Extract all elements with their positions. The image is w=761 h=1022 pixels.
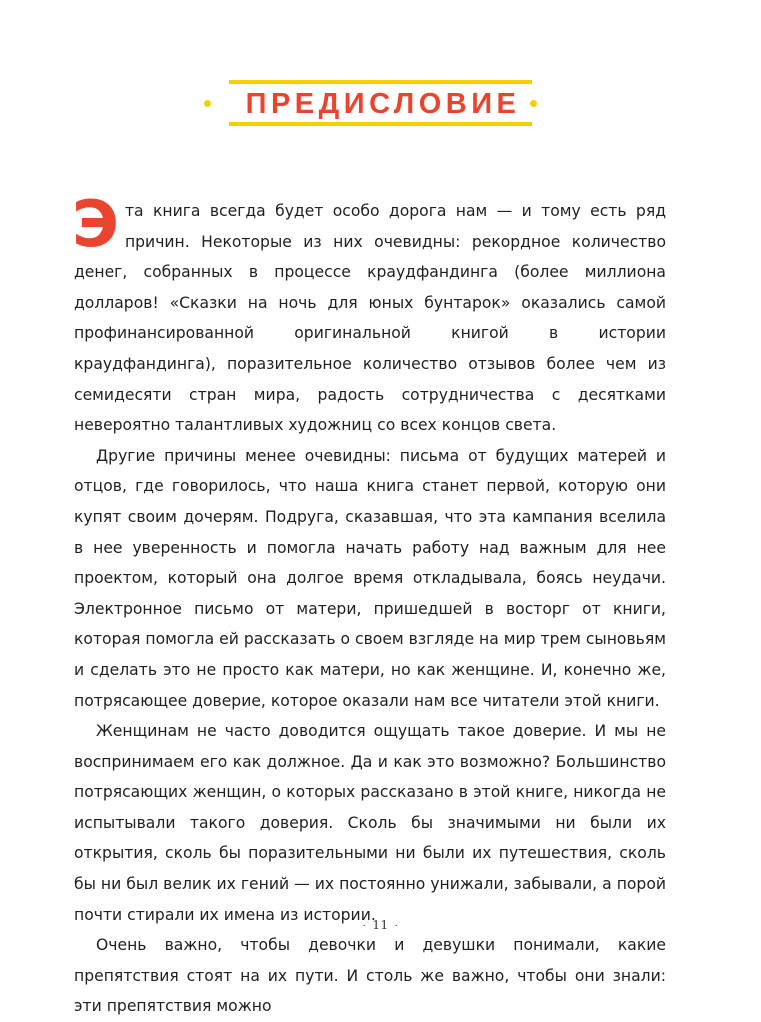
drop-cap: Э xyxy=(72,188,119,262)
paragraph-4: Очень важно, чтобы девочки и девушки понимали, какие препятствия стоят на их пути. И столь же важно, чтобы они знали: эти препятствия можно xyxy=(74,936,666,1016)
page-number: 11 xyxy=(372,918,389,932)
heading-rule-top xyxy=(229,80,532,84)
chapter-heading xyxy=(196,80,566,128)
body-text xyxy=(72,188,666,1022)
paragraph-1-text: та книга всегда будет особо дорога нам — и тому есть ряд причин. Некоторые из них очевидны: рекордное количество денег, собранных в процессе краудфандинга (более миллиона долларов! «Сказки на ночь для юных бунтарок» оказались самой профинансированной оригинальной книгой в истории краудфандинга), поразительное количество отзывов более чем из семидесяти стран мира, радость сотрудничества с десятками невероятно талантливых художниц со всех концов света. xyxy=(74,202,666,435)
page-number-footer xyxy=(0,918,761,932)
heading-rule-bottom xyxy=(229,122,532,126)
paragraph-2: Другие причины менее очевидны: письма от будущих матерей и отцов, где говорилось, что наша книга станет первой, которую они купят своим дочерям. Подруга, сказавшая, что эта кампания вселила в нее уверенность и помогла начать работу над важным для нее проектом, который она долгое время откладывала, боясь неудачи. Электронное письмо от матери, пришедшей в восторг от книги, которая помогла ей рассказать о своем взгляде на мир трем сыновьям и сделать это не просто как матери, но как женщине. И, конечно же, потрясающее доверие, которое оказали нам все читатели этой книги. xyxy=(74,446,666,710)
paragraph-3: Женщинам не часто доводится ощущать такое доверие. И мы не воспринимаем его как должное. Да и как это возможно? Большинство потрясающих женщин, о которых рассказано в этой книге, никогда не испытывали такого доверия. Сколь бы значимыми ни были их открытия, сколь бы поразительными ни были их путешествия, сколь бы ни был велик их гений — их постоянно унижали, забывали, а порой почти стирали их имена из истории. xyxy=(74,722,666,924)
heading-dot-right-icon xyxy=(530,100,537,107)
paragraph-1 xyxy=(72,188,666,441)
folio-separator-left: · xyxy=(362,921,367,932)
chapter-title: ПРЕДИСЛОВИЕ xyxy=(245,88,521,120)
folio-separator-right: · xyxy=(394,921,399,932)
